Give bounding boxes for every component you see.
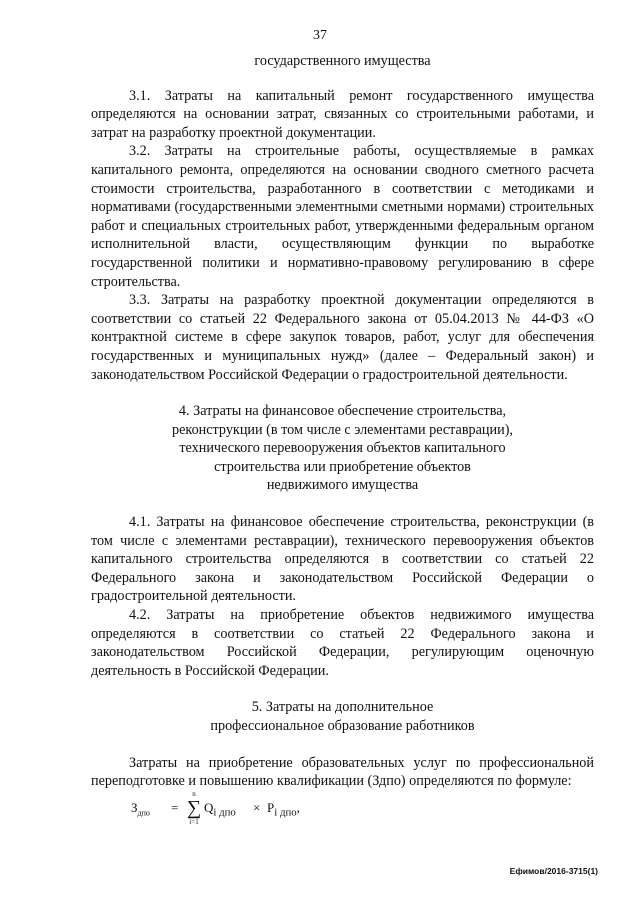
- section-4-heading: [91, 402, 594, 495]
- formula-q-term: [204, 800, 236, 819]
- document-code: Ефимов/2016-3715(1): [509, 866, 598, 876]
- formula-times: ×: [253, 800, 261, 815]
- document-body: [91, 52, 594, 791]
- formula-trailing: ,: [296, 800, 300, 815]
- formula-sum: [186, 790, 202, 826]
- formula-zdpo: [131, 788, 351, 828]
- heading-line: недвижимого имущества: [266, 477, 419, 494]
- formula-lhs: [131, 800, 150, 818]
- heading-line: реконструкции (в том числе с элементами реставрации),: [172, 421, 513, 438]
- paragraph-5-intro: Затраты на приобретение образовательных услуг по профессиональной переподготовке и повышению квалификации (Здпо) определяются по формуле:: [91, 754, 594, 790]
- formula-lhs-main: З: [131, 800, 138, 815]
- formula-q-sub: i дпо: [213, 806, 236, 819]
- heading-line: профессиональное образование работников: [210, 718, 475, 734]
- formula-q-main: Q: [204, 800, 214, 815]
- formula-p-term: [267, 800, 300, 819]
- sum-symbol: ∑: [186, 797, 202, 819]
- paragraph-4-2: 4.2. Затраты на приобретение объектов недвижимого имущества определяются в соответствии со статьей 22 Федерального закона и законодательством Российской Федерации, регулирующим оценочную деятельность в Российской Федерации.: [91, 607, 594, 679]
- formula-lhs-sub: дпо: [137, 808, 150, 818]
- paragraph-3-2: 3.2. Затраты на строительные работы, осуществляемые в рамках капитального ремонта, определяются на основании сводного сметного расчета стоимости строительства, разработанного в соответствии с методиками и нормативами (государственными элементными сметными нормами) строительных работ и специальных строительных работ, утвержденными федеральным органом исполнительной власти, осуществляющим функции по выработке государственной политики и нормативно-правовому регулированию в сфере строительства.: [91, 143, 594, 290]
- continuation-heading: государственного имущества: [254, 53, 431, 69]
- heading-line: технического перевооружения объектов капитального: [179, 440, 506, 457]
- sum-lower-limit: i=1: [189, 818, 199, 826]
- formula-p-main: P: [267, 800, 275, 815]
- paragraph-3-3: 3.3. Затраты на разработку проектной документации определяются в соответствии со статьей 22 Федерального закона от 05.04.2013 № 44-ФЗ «О контрактной системе в сфере закупок товаров, работ, услуг для обеспечения государственных и муниципальных нужд» (далее – Федеральный закон) и законодательством Российской Федерации о градостроительной деятельности.: [91, 292, 594, 383]
- heading-line: 4. Затраты на финансовое обеспечение строительства,: [178, 403, 507, 420]
- page-number: 37: [313, 28, 327, 43]
- heading-line: 5. Затраты на дополнительное: [251, 699, 434, 716]
- section-5-heading: [91, 698, 594, 735]
- formula-equals: =: [171, 800, 179, 815]
- sum-upper-limit: n: [192, 790, 196, 798]
- paragraph-3-1: 3.1. Затраты на капитальный ремонт государственного имущества определяются на основании затрат, связанных со строительными работами, и затрат на разработку проектной документации.: [91, 87, 594, 141]
- formula-p-sub: i дпо: [274, 806, 297, 819]
- heading-line: строительства или приобретение объектов: [214, 458, 471, 475]
- paragraph-4-1: 4.1. Затраты на финансовое обеспечение строительства, реконструкции (в том числе с элементами реставрации), технического перевооружения объектов капитального строительства определяются в соответствии со статьей 22 Федерального закона и законодательством Российской Федерации о градостроительной деятельности.: [91, 514, 594, 605]
